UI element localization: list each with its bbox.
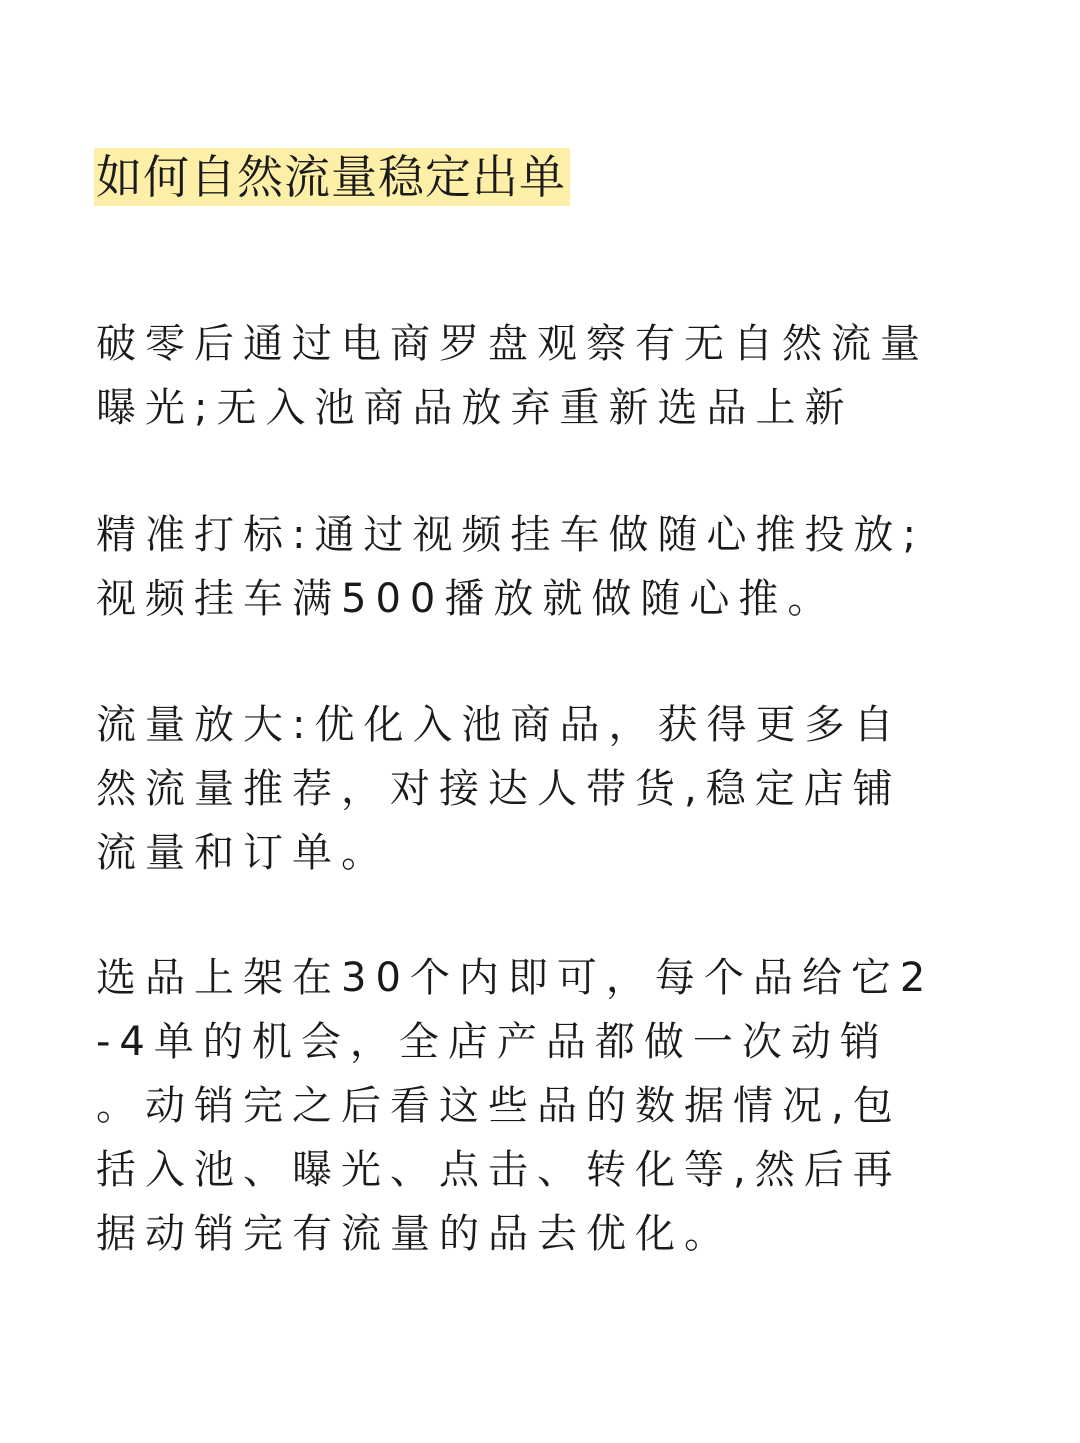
paragraph-4 <box>96 946 986 1266</box>
paragraph-line: 然流量推荐，对接达人带货,稳定店铺 <box>96 766 902 812</box>
paragraph-line: 流量放大:优化入池商品，获得更多自 <box>96 702 903 748</box>
paragraph-line: 流量和订单。 <box>96 830 390 876</box>
paragraph-line: 选品上架在30个内即可，每个品给它2 <box>96 955 935 1001</box>
page-title: 如何自然流量稳定出单 <box>94 148 570 206</box>
paragraph-line: 精准打标:通过视频挂车做随心推投放; <box>96 512 925 558</box>
paragraph-1 <box>96 312 986 440</box>
paragraph-line: 括入池、曝光、点击、转化等,然后再 <box>96 1147 902 1193</box>
paragraph-3 <box>96 693 986 885</box>
paragraph-line: 曝光;无入池商品放弃重新选品上新 <box>96 385 854 431</box>
paragraph-line: 据动销完有流量的品去优化。 <box>96 1211 733 1257</box>
paragraph-2 <box>96 503 986 631</box>
paragraph-line: 破零后通过电商罗盘观察有无自然流量 <box>96 321 929 367</box>
paragraph-line: 。动销完之后看这些品的数据情况,包 <box>96 1083 902 1129</box>
paragraph-line: -4单的机会，全店产品都做一次动销 <box>96 1019 889 1065</box>
paragraph-line: 视频挂车满500播放就做随心推。 <box>96 576 837 622</box>
